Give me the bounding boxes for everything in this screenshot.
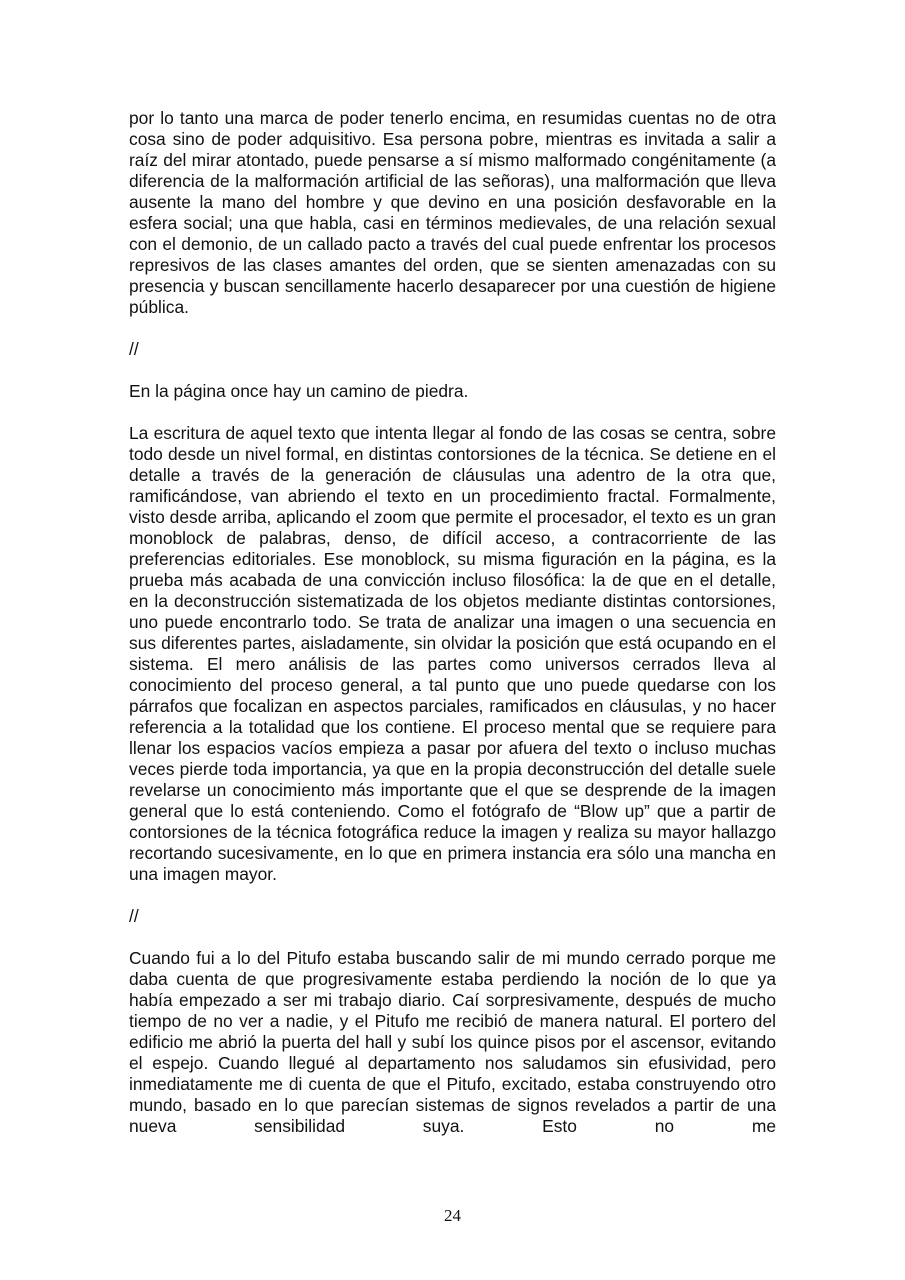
page-body — [129, 108, 776, 1158]
paragraph-pitufo: Cuando fui a lo del Pitufo estaba buscando salir de mi mundo cerrado porque me daba cuenta de que progresivamente estaba perdiendo la noción de lo que ya había empezado a ser mi trabajo diario. Caí sorpresivamente, después de mucho tiempo de no ver a nadie, y el Pitufo me recibió de manera natural. El portero del edificio me abrió la puerta del hall y subí los quince pisos por el ascensor, evitando el espejo. Cuando llegué al departamento nos saludamos sin efusividad, pero inmediatamente me di cuenta de que el Pitufo, excitado, estaba construyendo otro mundo, basado en lo que parecían sistemas de signos revelados a partir de una nueva sensibilidad suya. Esto no me — [129, 948, 776, 1136]
paragraph-blow-up: La escritura de aquel texto que intenta llegar al fondo de las cosas se centra, sobre todo desde un nivel formal, en distintas contorsiones de la técnica. Se detiene en el detalle a través de la generación de cláusulas una adentro de la otra que, ramificándose, van abriendo el texto en un procedimiento fractal. Formalmente, visto desde arriba, aplicando el zoom que permite el procesador, el texto es un gran monoblock de palabras, denso, de difícil acceso, a contracorriente de las preferencias editoriales. Ese monoblock, su misma figuración en la página, es la prueba más acabada de una convicción incluso filosófica: la de que en el detalle, en la deconstrucción sistematizada de los objetos mediante distintas contorsiones, uno puede encontrarlo todo. Se trata de analizar una imagen o una secuencia en sus diferentes partes, aisladamente, sin olvidar la posición que está ocupando en el sistema. El mero análisis de las partes como universos cerrados lleva al conocimiento del proceso general, a tal punto que uno puede quedarse con los párrafos que focalizan en aspectos parciales, ramificados en cláusulas, y no hacer referencia a la totalidad que los contiene. El proceso mental que se requiere para llenar los espacios vacíos empieza a pasar por afuera del texto o incluso muchas veces pierde toda importancia, ya que en la propia deconstrucción del detalle suele revelarse un conocimiento más importante que el que se desprende de la imagen general que lo está conteniendo. Como el fotógrafo de “Blow up” que a partir de contorsiones de la técnica fotográfica reduce la imagen y realiza su mayor hallazgo recortando sucesivamente, en lo que en primera instancia era sólo una mancha en una imagen mayor. — [129, 423, 776, 884]
section-separator: // — [129, 906, 139, 926]
paragraph-higiene: por lo tanto una marca de poder tenerlo encima, en resumidas cuentas no de otra cosa sino de poder adquisitivo. Esa persona pobre, mientras es invitada a salir a raíz del mirar atontado, puede pensarse a sí mismo malformado congénitamente (a diferencia de la malformación artificial de las señoras), una malformación que lleva ausente la mano del hombre y que devino en una posición desfavorable en la esfera social; una que habla, casi en términos medievales, de una relación sexual con el demonio, de un callado pacto a través del cual puede enfrentar los procesos represivos de las clases amantes del orden, que se sienten amenazadas con su presencia y buscan sencillamente hacerlo desaparecer por una cuestión de higiene pública. — [129, 108, 776, 317]
section-separator: // — [129, 339, 139, 359]
paragraph-camino-de-piedra: En la página once hay un camino de piedra. — [129, 381, 469, 401]
page-number: 24 — [444, 1206, 461, 1225]
